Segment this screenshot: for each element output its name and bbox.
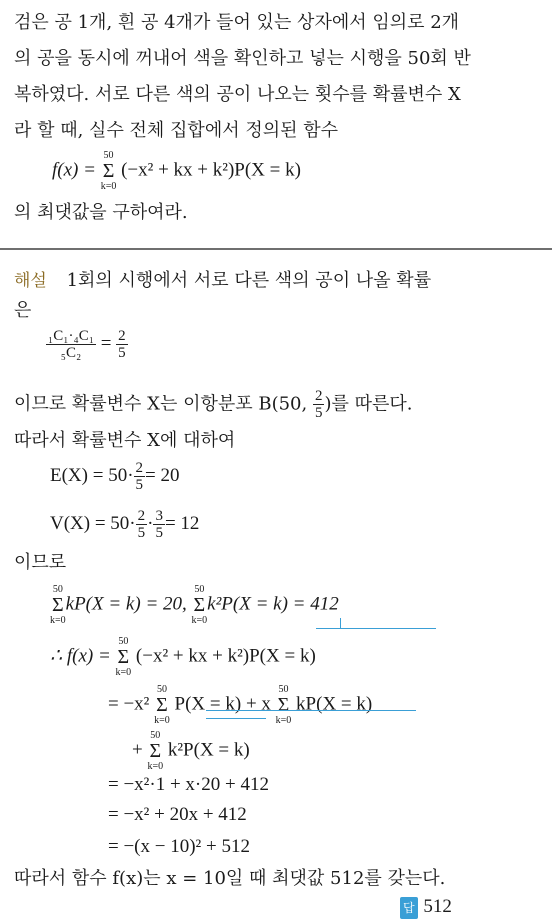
expectation-line: E(X) = 50· $\frac{2}{5}$ = 20 (50, 460, 180, 493)
solution-intro: 해설 1회의 시행에서 서로 다른 색의 공이 나올 확률 (14, 270, 432, 291)
step-1: = −x² 50 Σ k=0 P(X = k) + x 50 Σ k=0 kP(X = k) (108, 684, 373, 726)
underline-sum-p (206, 718, 266, 719)
problem-section (0, 0, 552, 247)
answer-value: 512 (423, 896, 452, 917)
solution-label: 해설 (14, 271, 47, 291)
formula-lhs: f(x) = (52, 159, 96, 181)
formula-rhs: (−x² + kx + k²)P(X = k) (121, 159, 301, 181)
step-2: + 50 Σ k=0 k²P(X = k) (132, 730, 250, 772)
variance-line: V(X) = 50· $\frac{2}{5}$ · $\frac{3}{5}$ = 12 (50, 508, 200, 541)
step-4: = −x² + 20x + 412 (108, 804, 247, 825)
step-3: = −x²·1 + x·20 + 412 (108, 774, 269, 795)
problem-line-3: 복하였다. 서로 다른 색의 공이 나오는 횟수를 확률변수 X (14, 84, 461, 105)
underline-hook (340, 618, 341, 628)
follow-line: 따라서 확률변수 X에 대하여 (14, 430, 236, 451)
therefore-label: 이므로 (14, 552, 67, 573)
sums-line: 50 Σ k=0 kP(X = k) = 20, 50 Σ k=0 k²P(X = k) = 412 (50, 584, 339, 626)
step-5: = −(x − 10)² + 512 (108, 836, 250, 857)
conclusion-line: 따라서 함수 f(x)는 x = 10일 때 최댓값 512를 갖는다. (14, 868, 446, 889)
probability-fraction: $\frac{\text{₁C₁·₄C₁}}{\text{₅C₂}}$ = $\frac{2}{5}$ (48, 328, 126, 361)
problem-line-4: 라 할 때, 실수 전체 집합에서 정의된 함수 (14, 120, 338, 141)
answer-badge: 답 (400, 897, 418, 919)
problem-line-1: 검은 공 1개, 흰 공 4개가 들어 있는 상자에서 임의로 2개 (14, 12, 460, 33)
binomial-line: 이므로 확률변수 X는 이항분포 B(50, $\frac{2}{5}$ )를 따른다. (14, 388, 413, 421)
underline-sum-kp (206, 710, 416, 711)
problem-line-6: 의 최댓값을 구하여라. (14, 202, 188, 223)
problem-formula (52, 150, 301, 192)
solution-section (0, 252, 552, 920)
problem-line-2: 의 공을 동시에 꺼내어 색을 확인하고 넣는 시행을 50회 반 (14, 48, 471, 69)
answer (400, 896, 452, 919)
f-line: ∴ f(x) = 50 Σ k=0 (−x² + kx + k²)P(X = k) (50, 636, 316, 678)
underline-sum-k (316, 628, 436, 629)
sigma-symbol: 50 Σ k=0 (100, 150, 117, 192)
section-divider (0, 248, 552, 250)
solution-intro-2: 은 (14, 300, 32, 321)
